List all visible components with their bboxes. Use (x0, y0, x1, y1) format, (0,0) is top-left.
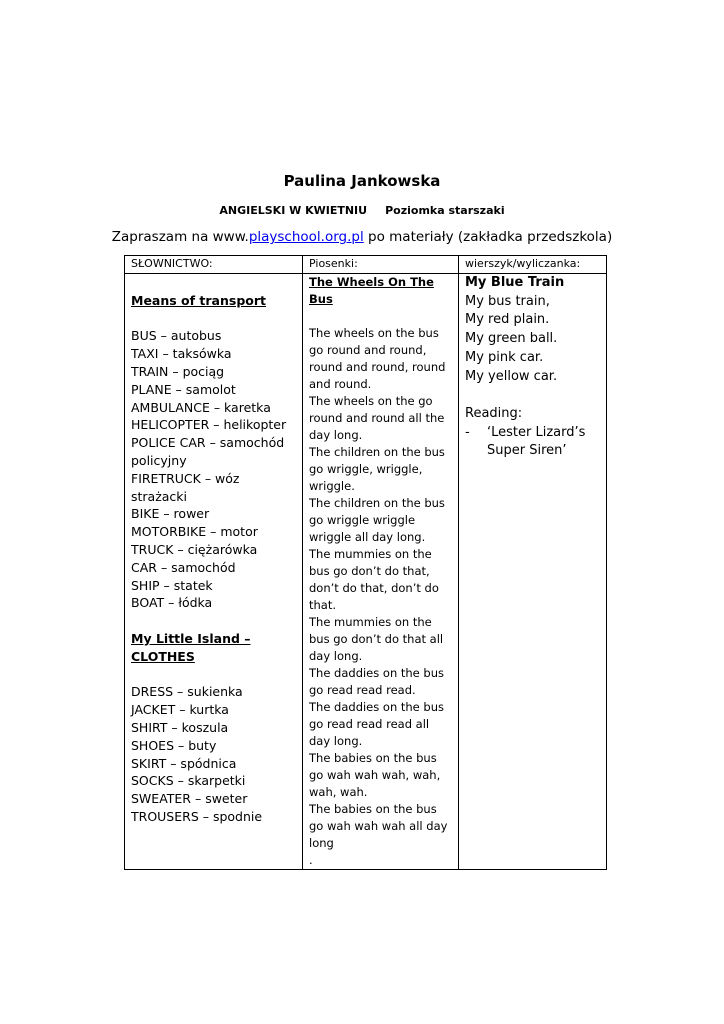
poem-line: My yellow car. (465, 368, 558, 384)
list-item: PLANE – samolot (131, 381, 236, 397)
list-item: JACKET – kurtka (131, 702, 229, 718)
list-item: BIKE – rower (131, 506, 210, 522)
song-lyric-line: The babies on the bus go wah wah wah, wah, wah, wah. (309, 751, 441, 799)
song-lyric-line: The children on the bus go wriggle, wriggle, wriggle. (309, 445, 445, 493)
song-title: The Wheels On The Bus (309, 275, 434, 306)
songs-header: Piosenki: (303, 256, 459, 274)
page-title: Paulina Jankowska (283, 172, 441, 190)
song-lyric-line: The daddies on the bus go read read read all day long. (309, 700, 444, 748)
list-item: TRAIN – pociąg (131, 363, 225, 379)
list-item: BOAT – łódka (131, 595, 213, 611)
song-lyric-line: round and round, round and round. (309, 360, 446, 391)
invite-text-before: Zapraszam na www. (111, 229, 249, 245)
list-item: DRESS – sukienka (131, 684, 243, 700)
list-item: FIRETRUCK – wóz strażacki (131, 470, 240, 504)
invitation-line (0, 229, 724, 245)
clothes-list (131, 683, 296, 825)
subject-label: ANGIELSKI W KWIETNIU (219, 204, 368, 217)
poem-line: My pink car. (465, 349, 544, 365)
transport-list (131, 327, 296, 612)
list-item: SHIRT – koszula (131, 719, 229, 735)
list-item: MOTORBIKE – motor (131, 524, 258, 540)
reading-list (465, 424, 600, 461)
list-item: TROUSERS – spodnie (131, 808, 263, 824)
poem-cell (459, 274, 607, 870)
list-item: BUS – autobus (131, 328, 222, 344)
vocabulary-header: SŁOWNICTWO: (125, 256, 303, 274)
transport-heading: Means of transport (131, 292, 267, 308)
list-item: SOCKS – skarpetki (131, 773, 246, 789)
playschool-link[interactable]: playschool.org.pl (248, 229, 364, 245)
list-item: POLICE CAR – samochód policyjny (131, 435, 285, 468)
list-item: SHOES – buty (131, 737, 217, 753)
group-label: Poziomka starszaki (385, 204, 505, 217)
list-item: TRUCK – ciężarówka (131, 541, 258, 557)
song-lyric-line: The daddies on the bus go read read read. (309, 666, 444, 697)
poem-line: My red plain. (465, 312, 550, 328)
list-item (465, 424, 600, 461)
vocabulary-cell (125, 274, 303, 870)
materials-table (124, 255, 607, 870)
reading-item: ‘Lester Lizard’s Super Siren’ (487, 424, 586, 459)
table-content-row (125, 274, 607, 870)
table-header-row (125, 256, 607, 274)
poem-line: My bus train, (465, 293, 550, 309)
dash-bullet: - (465, 424, 470, 440)
invite-text-after: po materiały (zakładka przedszkola) (363, 229, 613, 245)
song-cell (303, 274, 459, 870)
list-item: TAXI – taksówka (131, 346, 232, 362)
list-item: CAR – samochód (131, 559, 236, 575)
song-lyric-line: The children on the bus go wriggle wriggle wriggle all day long. (309, 496, 445, 544)
song-lyric-line: The mummies on the bus go don’t do that, don’t do that, don’t do that. (309, 547, 439, 612)
song-lyric-line: The mummies on the bus go don’t do that all day long. (309, 615, 444, 663)
list-item: SHIP – statek (131, 577, 213, 593)
song-lyric-line: The babies on the bus go wah wah wah all day long (309, 802, 448, 850)
poem-line: My green ball. (465, 331, 558, 347)
list-item: HELICOPTER – helikopter (131, 417, 287, 433)
song-lyric-line: The wheels on the bus go round and round, (309, 326, 439, 357)
song-lyric-line: . (309, 853, 313, 867)
subtitle (0, 204, 724, 217)
poems-header: wierszyk/wyliczanka: (459, 256, 607, 274)
clothes-heading: My Little Island – CLOTHES (131, 630, 251, 664)
list-item: AMBULANCE – karetka (131, 399, 271, 415)
poem-title: My Blue Train (465, 275, 565, 290)
reading-label: Reading: (465, 405, 523, 421)
list-item: SKIRT – spódnica (131, 755, 237, 771)
song-lyric-line: The wheels on the go round and round all the day long. (309, 394, 445, 442)
list-item: SWEATER – sweter (131, 791, 248, 807)
